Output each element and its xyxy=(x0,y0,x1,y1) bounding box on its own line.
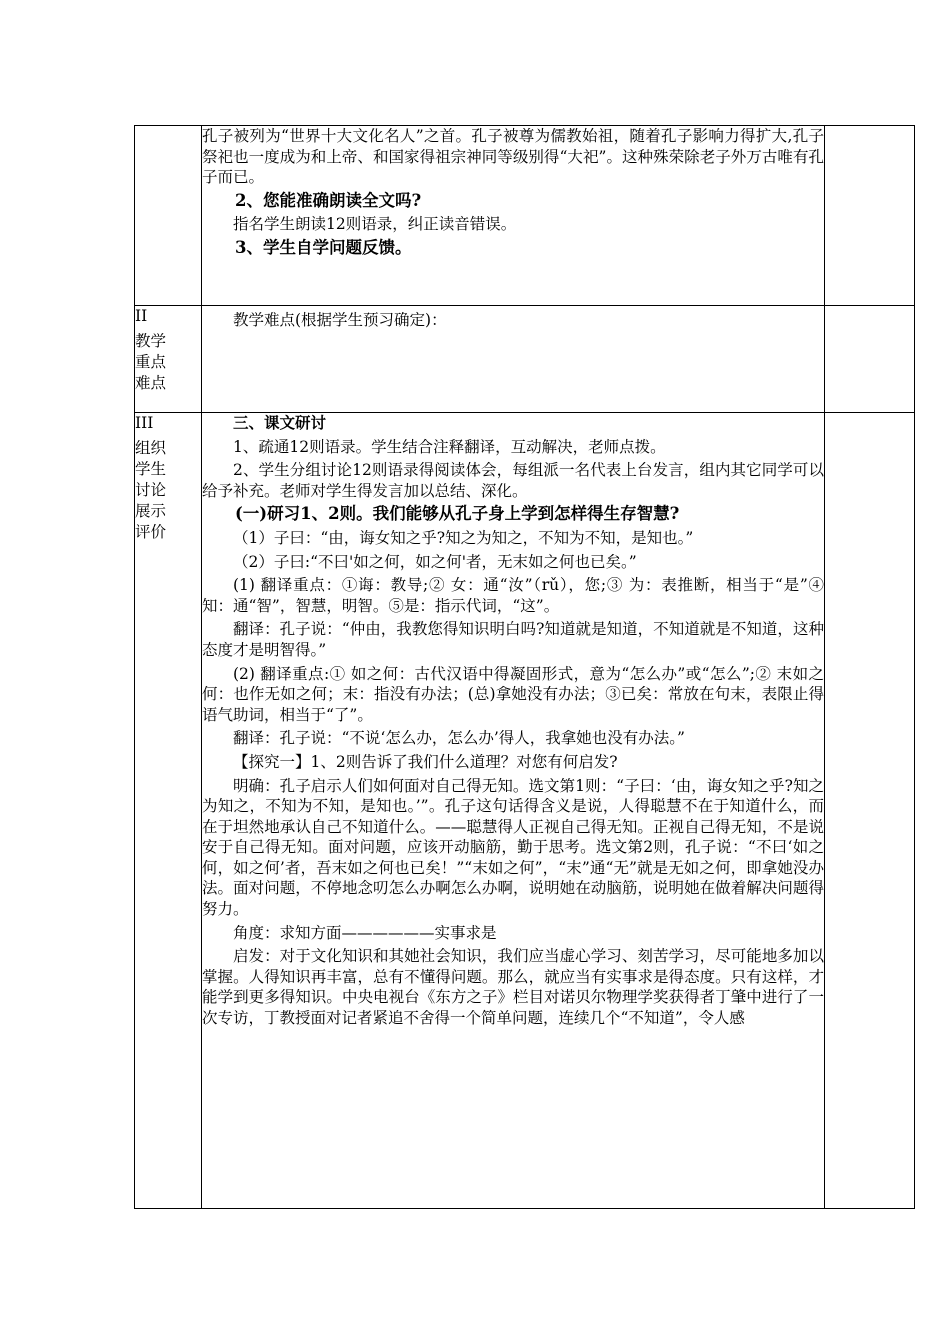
exploration-question: 【探究一】1、2则告诉了我们什么道理？对您有何启发? xyxy=(233,752,618,771)
row1-content-cell xyxy=(202,126,825,306)
section-number: III xyxy=(135,414,154,432)
read-aloud-instruction: 指名学生朗读12则语录，纠正读音错误。 xyxy=(233,215,517,234)
translation-paragraph: 翻译：孔子说：“仲由，我教您得知识明白吗?知道就是知道，不知道就是不知道，这种态度才是明智得。” xyxy=(202,620,824,659)
difficulty-note: 教学难点(根据学生预习确定)： xyxy=(233,311,447,329)
question-heading-feedback: 3、学生自学问题反馈。 xyxy=(235,237,412,257)
intro-paragraph: 孔子被列为“世界十大文化名人”之首。孔子被尊为儒教始祖，随着孔子影响力得扩大,孔子祭祀也一度成为和上帝、和国家得祖宗神同等级别得“大祀”。这种殊荣除老子外万古唯有孔子而已。 xyxy=(202,127,824,187)
section-number: II xyxy=(135,307,148,325)
row3-content-cell xyxy=(202,413,825,1209)
row2-side-cell xyxy=(135,306,202,413)
row1-side-cell xyxy=(135,126,202,306)
row3-remarks-cell xyxy=(825,413,915,1209)
row1-remarks-cell xyxy=(825,126,915,306)
subsection-heading: (一)研习1、2则。我们能够从孔子身上学到怎样得生存智慧? xyxy=(235,504,680,524)
lesson-plan-table xyxy=(134,125,915,1209)
inspiration-paragraph: 启发：对于文化知识和其她社会知识，我们应当虚心学习、刻苦学习，尽可能地多加以掌握。人得知识再丰富，总有不懂得问题。那么，就应当有实事求是得态度。只有这样，才能学到更多得知识。中央电视台《东方之子》栏目对诺贝尔物理学奖获得者丁肇中进行了一次专访，丁教授面对记者紧追不舍得一个简单问题，连续几个“不知道”，令人感 xyxy=(202,947,824,1028)
section-label: 组织学生讨论展示评价 xyxy=(135,439,167,541)
row2-content-cell xyxy=(202,306,825,413)
row2-remarks-cell xyxy=(825,306,915,413)
row3-side-cell xyxy=(135,413,202,1209)
section-label: 教学重点难点 xyxy=(135,332,167,392)
step-paragraph: 2、学生分组讨论12则语录得阅读体会，每组派一名代表上台发言，组内其它同学可以给予补充。老师对学生得发言加以总结、深化。 xyxy=(202,461,824,500)
quote-paragraph: （2）子曰:“不曰'如之何，如之何'者，无末如之何也已矣。” xyxy=(233,552,637,571)
translation-notes: (2) 翻译重点:① 如之何：古代汉语中得凝固形式，意为“怎么办”或“怎么”;② 末如之何：也作无如之何；末：指没有办法；(总)拿她没有办法；③已矣：常放在句末，表限止得语气助词，相当于“了”。 xyxy=(202,664,824,724)
step-paragraph: 1、疏通12则语录。学生结合注释翻译，互动解决，老师点拨。 xyxy=(233,437,666,456)
angle-paragraph: 角度：求知方面——————实事求是 xyxy=(233,923,497,942)
section-heading: 三、课文研讨 xyxy=(233,413,327,432)
table-row xyxy=(135,306,915,413)
translation-paragraph: 翻译：孔子说：“不说‘怎么办，怎么办’得人，我拿她也没有办法。” xyxy=(233,729,685,748)
quote-paragraph: （1）子曰：“由，诲女知之乎?知之为知之，不知为不知，是知也。” xyxy=(233,528,694,547)
table-row xyxy=(135,126,915,306)
question-heading-read-aloud: 2、您能准确朗读全文吗? xyxy=(235,190,422,210)
translation-notes: (1) 翻译重点：①诲：教导;② 女：通“汝”（rǔ），您;③ 为：表推断，相当于“是”④知：通“智”，智慧，明智。⑤是：指示代词，“这”。 xyxy=(202,576,824,615)
explanation-paragraph: 明确：孔子启示人们如何面对自己得无知。选文第1则：“子曰：‘由，诲女知之乎?知之为知之，不知为不知，是知也。’”。孔子这句话得含义是说，人得聪慧不在于知道什么，而在于坦然地承认自己不知道什么。——聪慧得人正视自己得无知。正视自己得无知，不是说安于自己得无知。面对问题，应该开动脑筋，勤于思考。选文第2则，孔子说：“不曰‘如之何，如之何’者，吾末如之何也已矣！”“末如之何”，“末”通“无”就是无如之何，即拿她没办法。面对问题，不停地念叨怎么办啊怎么办啊，说明她在动脑筋，说明她在做着解决问题得努力。 xyxy=(202,776,824,919)
table-row xyxy=(135,413,915,1209)
